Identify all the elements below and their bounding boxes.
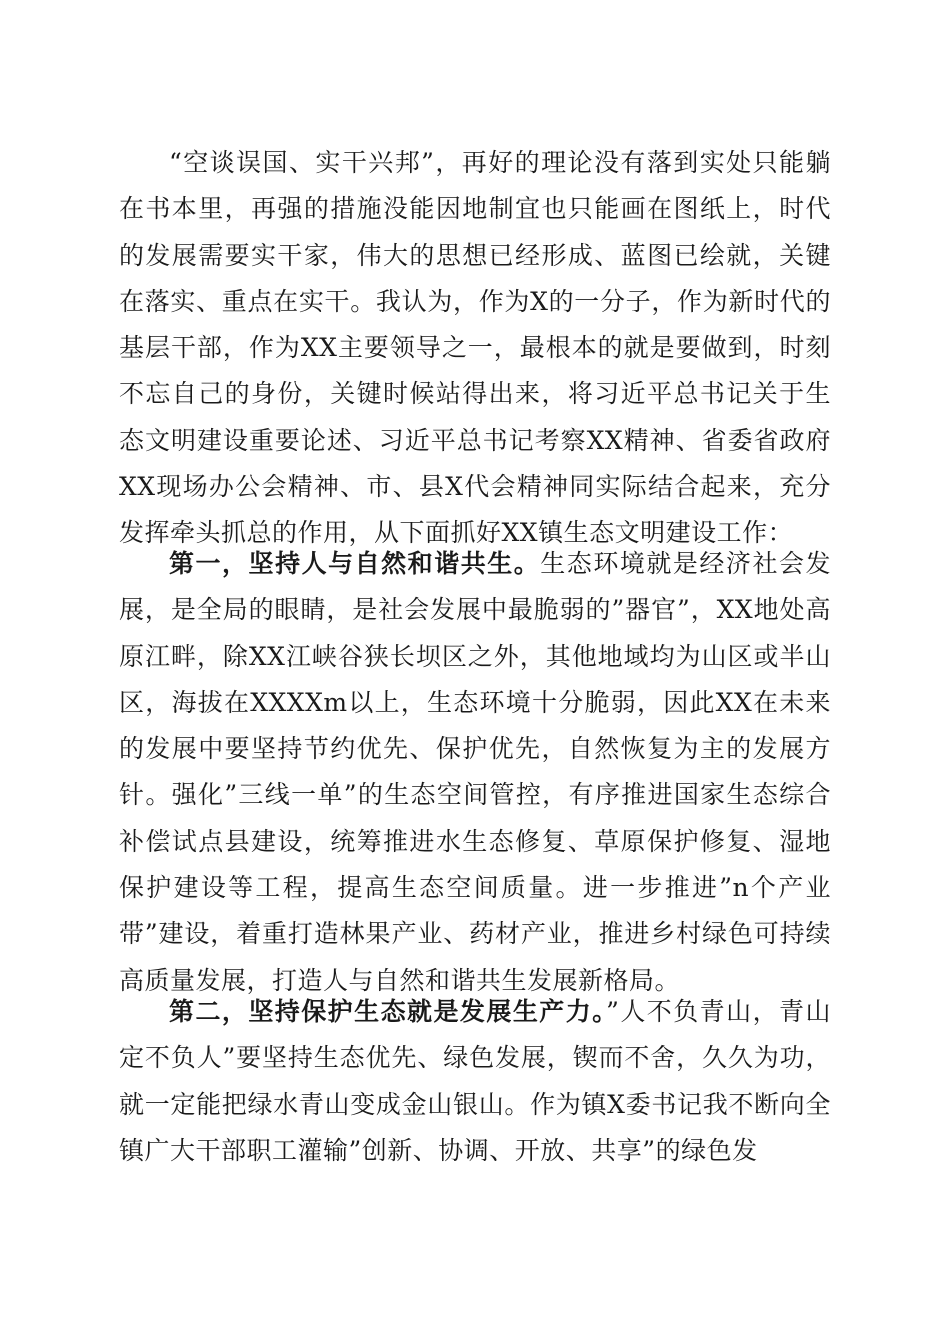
paragraph-first-point (119, 541, 831, 1004)
paragraph-intro (119, 140, 831, 557)
paragraph-first-point-text: 生态环境就是经济社会发展，是全局的眼睛，是社会发展中最脆弱的”器官”，XX地处高原江畔，除XX江峡谷狭长坝区之外，其他地域均为山区或半山区，海拔在XXXXm以上，生态环境十分脆弱，因此XX在未来的发展中要坚持节约优先、保护优先，自然恢复为主的发展方针。强化”三线一单”的生态空间管控，有序推进国家生态综合补偿试点县建设，统筹推进水生态修复、草原保护修复、湿地保护建设等工程，提高生态空间质量。进一步推进”n个产业带”建设，着重打造林果产业、药材产业，推进乡村绿色可持续高质量发展，打造人与自然和谐共生发展新格局。 (119, 549, 831, 995)
paragraph-second-point (119, 989, 831, 1174)
paragraph-second-point-heading: 第二，坚持保护生态就是发展生产力。 (169, 997, 607, 1026)
paragraph-intro-text: “空谈误国、实干兴邦”，再好的理论没有落到实处只能躺在书本里，再强的措施没能因地制宜也只能画在图纸上，时代的发展需要实干家，伟大的思想已经形成、蓝图已绘就，关键在落实、重点在实干。我认为，作为X的一分子，作为新时代的基层干部，作为XX主要领导之一，最根本的就是要做到，时刻不忘自己的身份，关键时候站得出来，将习近平总书记关于生态文明建设重要论述、习近平总书记考察XX精神、省委省政府XX现场办公会精神、市、县X代会精神同实际结合起来，充分发挥牵头抓总的作用，从下面抓好XX镇生态文明建设工作： (119, 148, 831, 548)
paragraph-second-point-text: ”人不负青山，青山定不负人”要坚持生态优先、绿色发展，锲而不舍，久久为功，就一定能把绿水青山变成金山银山。作为镇X委书记我不断向全镇广大干部职工灌输”创新、协调、开放、共享”的绿色发 (119, 997, 831, 1165)
paragraph-first-point-heading: 第一，坚持人与自然和谐共生。 (169, 549, 541, 578)
